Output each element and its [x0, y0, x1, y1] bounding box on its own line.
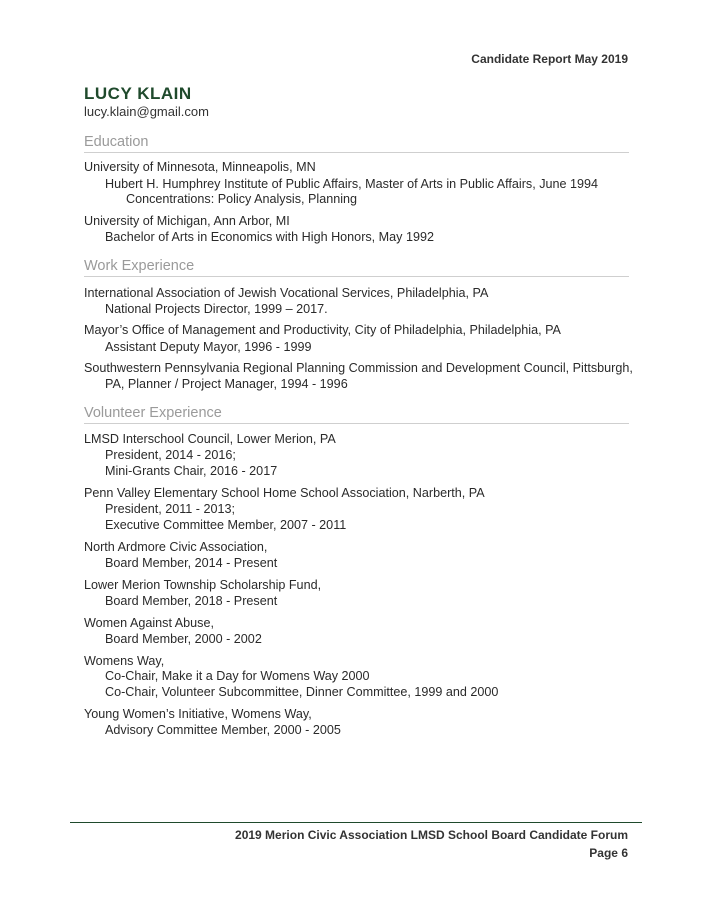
work-line: Southwestern Pennsylvania Regional Planning Commission and Development Council, Pittsburgh, [84, 361, 633, 375]
volunteer-line: Board Member, 2014 - Present [105, 556, 278, 570]
page-number: Page 6 [589, 846, 628, 860]
volunteer-line: Executive Committee Member, 2007 - 2011 [105, 518, 347, 532]
volunteer-line: President, 2014 - 2016; [105, 448, 236, 462]
footer-forum: 2019 Merion Civic Association LMSD School Board Candidate Forum [235, 828, 628, 842]
volunteer-line: Co-Chair, Volunteer Subcommittee, Dinner Committee, 1999 and 2000 [105, 685, 499, 699]
volunteer-line: North Ardmore Civic Association, [84, 540, 268, 554]
volunteer-line: Co-Chair, Make it a Day for Womens Way 2000 [105, 669, 370, 683]
volunteer-line: President, 2011 - 2013; [105, 502, 235, 516]
footer-rule [70, 822, 642, 823]
candidate-name: LUCY KLAIN [84, 84, 192, 103]
volunteer-line: Board Member, 2018 - Present [105, 594, 278, 608]
work-line: Assistant Deputy Mayor, 1996 - 1999 [105, 340, 312, 354]
section-rule [84, 152, 629, 153]
volunteer-line: LMSD Interschool Council, Lower Merion, PA [84, 432, 336, 446]
work-line: National Projects Director, 1999 – 2017. [105, 302, 328, 316]
education-line: University of Minnesota, Minneapolis, MN [84, 160, 316, 174]
work-line: PA, Planner / Project Manager, 1994 - 1996 [105, 377, 348, 391]
volunteer-line: Advisory Committee Member, 2000 - 2005 [105, 723, 341, 737]
section-title-education: Education [84, 134, 149, 150]
section-rule [84, 423, 629, 424]
volunteer-line: Penn Valley Elementary School Home School Association, Narberth, PA [84, 486, 485, 500]
volunteer-line: Mini-Grants Chair, 2016 - 2017 [105, 464, 278, 478]
education-line: Hubert H. Humphrey Institute of Public Affairs, Master of Arts in Public Affairs, June 1994 [105, 177, 599, 191]
education-line: University of Michigan, Ann Arbor, MI [84, 214, 290, 228]
volunteer-line: Young Women’s Initiative, Womens Way, [84, 707, 312, 721]
work-line: Mayor’s Office of Management and Productivity, City of Philadelphia, Philadelphia, PA [84, 323, 561, 337]
volunteer-line: Board Member, 2000 - 2002 [105, 632, 262, 646]
report-header: Candidate Report May 2019 [471, 52, 628, 66]
volunteer-line: Lower Merion Township Scholarship Fund, [84, 578, 322, 592]
section-title-volunteer: Volunteer Experience [84, 405, 222, 421]
volunteer-line: Womens Way, [84, 654, 165, 668]
education-line: Bachelor of Arts in Economics with High Honors, May 1992 [105, 230, 434, 244]
education-line: Concentrations: Policy Analysis, Planning [126, 192, 358, 206]
section-title-work: Work Experience [84, 258, 195, 274]
section-rule [84, 276, 629, 277]
candidate-email: lucy.klain@gmail.com [84, 104, 209, 119]
volunteer-line: Women Against Abuse, [84, 616, 214, 630]
work-line: International Association of Jewish Vocational Services, Philadelphia, PA [84, 286, 489, 300]
